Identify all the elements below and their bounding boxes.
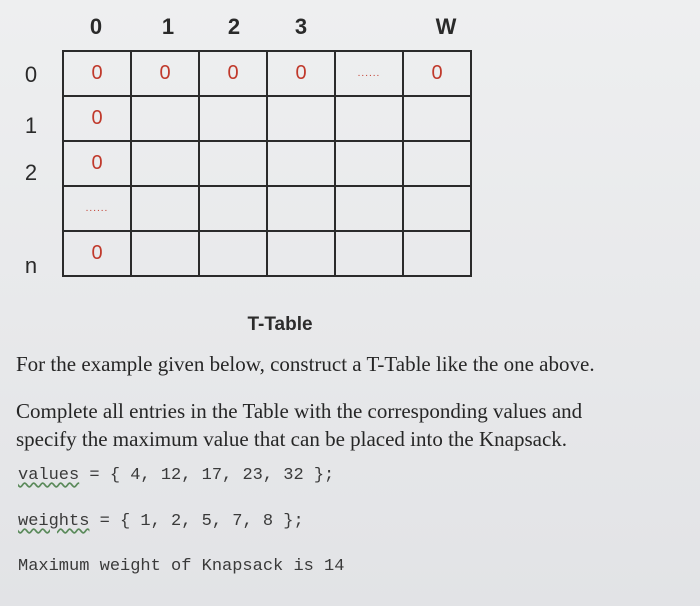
table-row xyxy=(63,231,471,276)
table-cell-ellipsis: ...... xyxy=(335,51,403,96)
table-cell xyxy=(403,231,471,276)
table-row xyxy=(63,141,471,186)
table-cell xyxy=(131,231,199,276)
table-cell: 0 xyxy=(63,141,131,186)
table-cell: 0 xyxy=(63,96,131,141)
col-header-w: W xyxy=(435,14,457,39)
table-cell xyxy=(199,141,267,186)
table-cell xyxy=(199,186,267,231)
values-line xyxy=(18,466,334,485)
values-array: = { 4, 12, 17, 23, 32 }; xyxy=(79,466,335,485)
table-cell xyxy=(403,186,471,231)
table-cell xyxy=(335,96,403,141)
table-cell xyxy=(403,96,471,141)
weights-keyword: weights xyxy=(18,512,90,531)
table-cell: 0 xyxy=(199,51,267,96)
table-row xyxy=(63,51,471,96)
table-cell: 0 xyxy=(63,51,131,96)
table-cell xyxy=(267,141,335,186)
col-header-3: 3 xyxy=(294,14,308,39)
table-cell: 0 xyxy=(63,231,131,276)
row-header-1: 1 xyxy=(24,113,38,138)
table-cell-ellipsis: ...... xyxy=(63,186,131,231)
row-header-0: 0 xyxy=(24,62,38,87)
col-header-1: 1 xyxy=(161,14,175,39)
instruction-line-1: For the example given below, construct a T-Table like the one above. xyxy=(16,352,595,376)
instruction-line-2: Complete all entries in the Table with the corresponding values and xyxy=(16,399,583,423)
table-cell xyxy=(199,231,267,276)
t-table xyxy=(62,50,472,277)
col-header-0: 0 xyxy=(89,14,103,39)
table-row xyxy=(63,186,471,231)
table-cell xyxy=(131,141,199,186)
table-cell xyxy=(131,96,199,141)
table-row xyxy=(63,96,471,141)
table-caption: T-Table xyxy=(247,314,313,335)
table-cell xyxy=(335,186,403,231)
values-keyword: values xyxy=(18,466,80,485)
table-cell xyxy=(335,141,403,186)
weights-line xyxy=(18,512,304,531)
table-cell xyxy=(267,231,335,276)
row-header-n: n xyxy=(24,253,38,278)
weights-array: = { 1, 2, 5, 7, 8 }; xyxy=(89,512,304,531)
max-weight-line: Maximum weight of Knapsack is 14 xyxy=(18,557,345,576)
table-cell xyxy=(335,231,403,276)
table-cell xyxy=(267,96,335,141)
table-cell xyxy=(267,186,335,231)
row-header-2: 2 xyxy=(24,160,38,185)
instruction-line-3: specify the maximum value that can be placed into the Knapsack. xyxy=(16,427,568,451)
table-cell xyxy=(131,186,199,231)
table-cell: 0 xyxy=(267,51,335,96)
table-cell xyxy=(199,96,267,141)
col-header-2: 2 xyxy=(227,14,241,39)
table-cell: 0 xyxy=(403,51,471,96)
table-cell: 0 xyxy=(131,51,199,96)
table-cell xyxy=(403,141,471,186)
